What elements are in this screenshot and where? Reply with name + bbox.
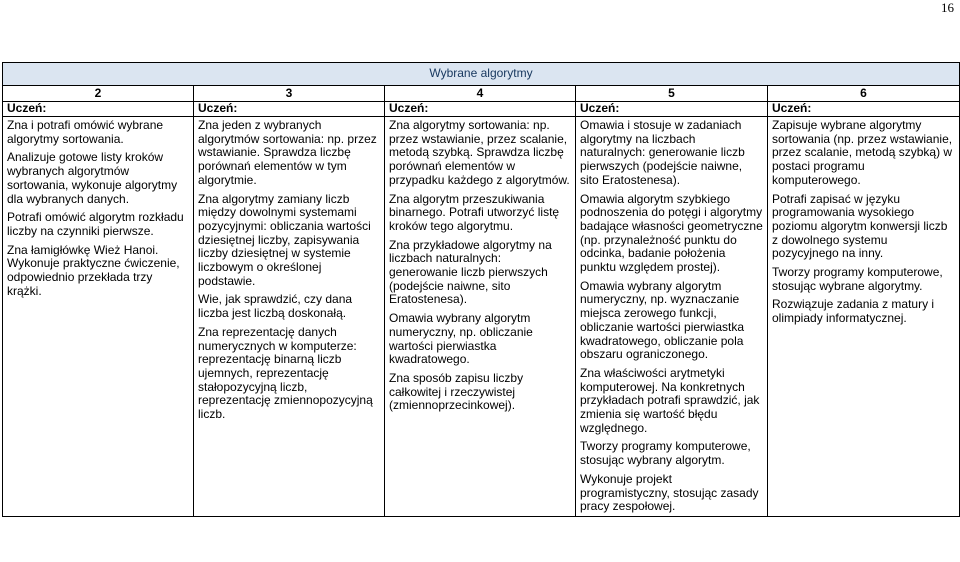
requirement-text: Zna sposób zapisu liczby całkowitej i rzeczywistej (zmiennoprzecinkowej). — [389, 370, 524, 413]
requirement-text: Tworzy programy komputerowe, stosując wybrane algorytmy. — [772, 265, 943, 293]
page-number: 16 — [941, 0, 954, 15]
requirement-text: Tworzy programy komputerowe, stosując wybrany algorytm. — [580, 439, 751, 468]
requirement-text: Potrafi zapisać w języku programowania wysokiego poziomu algorytm konwersji liczb z dowolnego systemu pozycyjnego na inny. — [772, 191, 948, 261]
grade-6-requirements — [768, 117, 960, 517]
grade-header: 6 — [768, 86, 960, 102]
requirement-text: Omawia algorytm szybkiego podnoszenia do potęgi i algorytmy badające własności geometryczne (np. przynależność punktu do odcinka, badanie położenia punktu względem prostej). — [580, 191, 763, 275]
uczen-label: Uczeń: — [194, 102, 385, 117]
grade-header: 2 — [3, 86, 194, 102]
title-row — [3, 63, 960, 86]
grade-4-requirements — [385, 117, 576, 517]
grade-2-requirements — [3, 117, 194, 517]
requirement-text: Zna łamigłówkę Wież Hanoi. Wykonuje praktyczne ćwiczenie, odpowiednio przekłada trzy krążki. — [7, 242, 180, 298]
requirement-text: Wykonuje projekt programistyczny, stosując zasady pracy zespołowej. — [580, 471, 759, 514]
requirement-text: Zna właściwości arytmetyki komputerowej. Na konkretnych przykładach potrafi sprawdzić, jak zmienia się wartość błędu względnego. — [580, 365, 760, 435]
uczen-label: Uczeń: — [576, 102, 768, 117]
requirement-text: Omawia wybrany algorytm numeryczny, np. obliczanie wartości pierwiastka kwadratowego. — [389, 311, 533, 367]
requirement-text: Analizuje gotowe listy kroków wybranych algorytmów sortowania, wykonuje algorytmy dla wybranych danych. — [7, 150, 178, 206]
grading-table — [2, 62, 960, 517]
requirement-text: Potrafi omówić algorytm rozkładu liczby na czynniki pierwsze. — [7, 210, 184, 238]
uczen-label: Uczeń: — [768, 102, 960, 117]
requirement-text: Zna przykładowe algorytmy na liczbach naturalnych: generowanie liczb pierwszych (podejście naiwne, sito Eratostenesa). — [389, 237, 552, 307]
table-title: Wybrane algorytmy — [3, 63, 960, 86]
grade-header: 5 — [576, 86, 768, 102]
requirement-text: Zna reprezentację danych numerycznych w komputerze: reprezentację binarną liczb ujemnych, reprezentację stałopozycyjną liczb, reprezentację zmiennopozycyjną liczb. — [198, 324, 373, 422]
requirement-text: Zna algorytm przeszukiwania binarnego. Potrafi utworzyć listę kroków tego algorytmu. — [389, 191, 560, 233]
requirement-text: Zapisuje wybrane algorytmy sortowania (np. przez wstawianie, przez scalanie, metodą szybką) w postaci programu komputerowego. — [772, 118, 953, 187]
uczen-row — [3, 102, 960, 117]
grade-3-requirements — [194, 117, 385, 517]
requirement-text: Zna algorytmy zamiany liczb między dowolnymi systemami pozycyjnymi: obliczania wartości dziesiętnej liczby, zapisywania liczby dziesiętnej w systemie liczbowym o określonej podstawie. — [198, 191, 371, 288]
requirement-text: Zna i potrafi omówić wybrane algorytmy sortowania. — [7, 118, 164, 146]
grade-5-requirements — [576, 117, 768, 517]
requirement-text: Rozwiązuje zadania z matury i olimpiady informatycznej. — [772, 297, 935, 326]
requirement-text: Omawia i stosuje w zadaniach algorytmy na liczbach naturalnych: generowanie liczb pierwszych (podejście naiwne, sito Eratostenesa). — [580, 118, 745, 187]
requirement-text: Zna jeden z wybranych algorytmów sortowania: np. przez wstawianie. Sprawdza liczbę porównań elementów w tym algorytmie. — [198, 118, 377, 187]
requirement-text: Omawia wybrany algorytm numeryczny, np. wyznaczanie miejsca zerowego funkcji, obliczanie wartości pierwiastka kwadratowego, obliczanie pola obszaru ograniczonego. — [580, 278, 745, 362]
grade-header: 3 — [194, 86, 385, 102]
uczen-label: Uczeń: — [3, 102, 194, 117]
content-row — [3, 117, 960, 517]
uczen-label: Uczeń: — [385, 102, 576, 117]
grade-header: 4 — [385, 86, 576, 102]
requirement-text: Zna algorytmy sortowania: np. przez wstawianie, przez scalanie, metodą szybką. Sprawdza liczbę porównań elementów w przypadku każdego z algorytmów. — [389, 118, 570, 187]
grade-row — [3, 86, 960, 102]
requirement-text: Wie, jak sprawdzić, czy dana liczba jest liczbą doskonałą. — [198, 292, 353, 321]
